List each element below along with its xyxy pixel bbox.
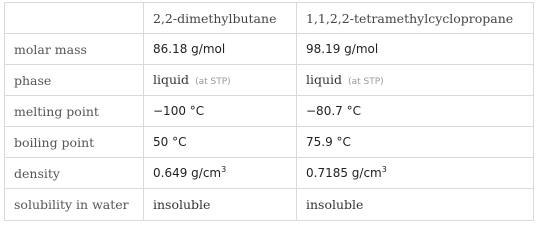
value-cell bbox=[297, 158, 534, 189]
table-row-boiling-point bbox=[5, 127, 534, 158]
value-cell bbox=[297, 34, 534, 65]
table-row-phase bbox=[5, 65, 534, 96]
value-cell bbox=[297, 96, 534, 127]
value-text: insoluble bbox=[153, 196, 211, 212]
value-text: liquid bbox=[153, 72, 190, 87]
table-row-density bbox=[5, 158, 534, 189]
value-text: −80.7 °C bbox=[306, 104, 361, 118]
value-text bbox=[306, 166, 387, 180]
value-text: insoluble bbox=[306, 196, 364, 212]
row-label: molar mass bbox=[5, 34, 144, 65]
unit-exponent: 3 bbox=[381, 165, 387, 174]
value-cell bbox=[144, 65, 297, 96]
value-cell bbox=[297, 127, 534, 158]
value-cell bbox=[144, 96, 297, 127]
value-number-unit: 0.649 g/cm bbox=[153, 166, 222, 180]
value-cell bbox=[297, 189, 534, 221]
row-label: boiling point bbox=[5, 127, 144, 158]
value-text: 75.9 °C bbox=[306, 135, 351, 149]
value-text: liquid bbox=[306, 72, 343, 87]
table-row-melting-point bbox=[5, 96, 534, 127]
value-cell bbox=[144, 158, 297, 189]
header-compound-2: 1,1,2,2-tetramethylcyclopropane bbox=[297, 3, 534, 34]
table-row-molar-mass bbox=[5, 34, 534, 65]
header-compound-1: 2,2-dimethylbutane bbox=[144, 3, 297, 34]
value-text: 86.18 g/mol bbox=[153, 42, 226, 56]
unit-exponent: 3 bbox=[221, 165, 227, 174]
row-label: melting point bbox=[5, 96, 144, 127]
value-cell bbox=[297, 65, 534, 96]
property-table-container bbox=[4, 2, 534, 221]
header-empty-cell bbox=[5, 3, 144, 34]
table-header-row bbox=[5, 3, 534, 34]
row-label: phase bbox=[5, 65, 144, 96]
property-comparison-table bbox=[4, 2, 534, 221]
condition-note: (at STP) bbox=[348, 77, 384, 87]
value-cell bbox=[144, 189, 297, 221]
value-number-unit: 0.7185 g/cm bbox=[306, 166, 382, 180]
value-text: 50 °C bbox=[153, 135, 187, 149]
table-row-solubility bbox=[5, 189, 534, 221]
value-text: 98.19 g/mol bbox=[306, 42, 379, 56]
value-cell bbox=[144, 127, 297, 158]
row-label: density bbox=[5, 158, 144, 189]
value-cell bbox=[144, 34, 297, 65]
value-text: −100 °C bbox=[153, 104, 205, 118]
value-text bbox=[153, 166, 226, 180]
row-label: solubility in water bbox=[5, 189, 144, 221]
condition-note: (at STP) bbox=[195, 77, 231, 87]
